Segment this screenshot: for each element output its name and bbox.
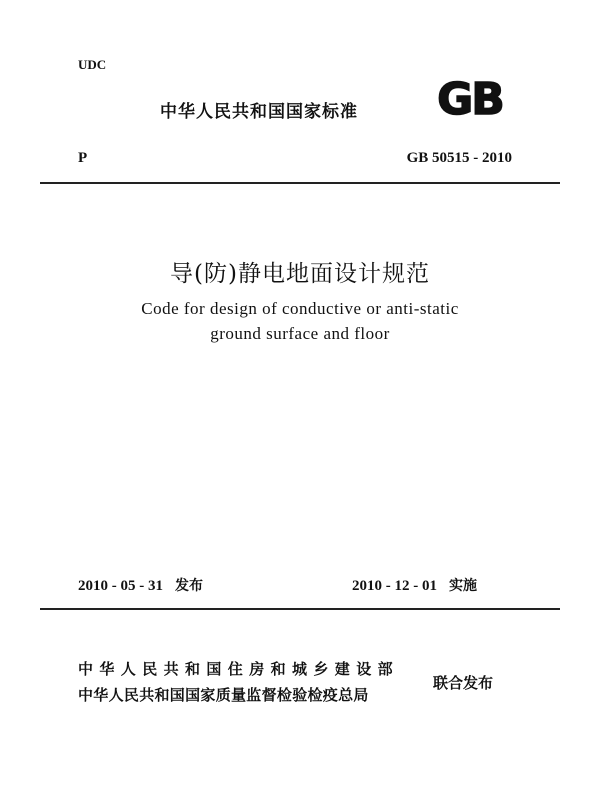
udc-label: UDC [78,57,107,72]
header-divider [40,182,560,184]
gb-logo-text: GB [437,74,503,121]
category-code: P [78,150,88,166]
effective-date-block [352,575,477,595]
issue-date-block [78,575,203,595]
standard-number: GB 50515 - 2010 [406,150,512,166]
effective-date: 2010 - 12 - 01 [352,578,437,594]
issuer-ministry-housing: 中华人民共和国住房和城乡建设部 [78,660,400,678]
effective-label: 实施 [449,578,477,594]
issue-label: 发布 [175,578,203,594]
issuer-aqsiq: 中华人民共和国国家质量监督检验检疫总局 [78,686,369,704]
joint-issue-label: 联合发布 [433,674,494,692]
title-chinese: 导(防)静电地面设计规范 [170,261,430,287]
footer-divider [40,608,560,610]
gb-logo [426,73,514,121]
title-english-line2: ground surface and floor [210,324,390,343]
title-english-line1: Code for design of conductive or anti-static [141,299,459,318]
issue-date: 2010 - 05 - 31 [78,578,163,594]
national-standard-heading: 中华人民共和国国家标准 [160,102,358,122]
